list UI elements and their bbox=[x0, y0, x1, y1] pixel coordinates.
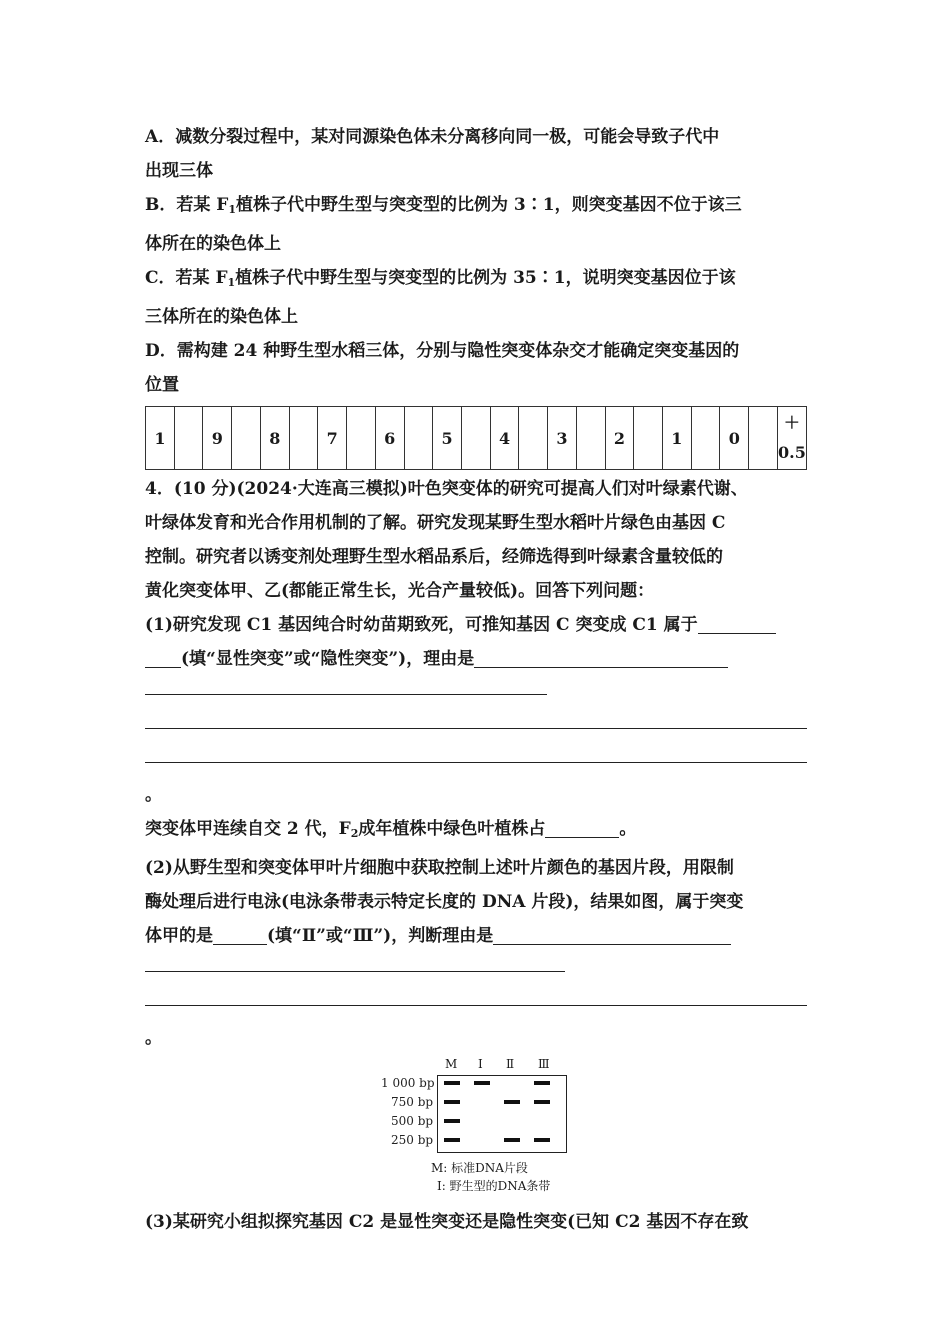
size-label-250: 250 bp bbox=[391, 1133, 434, 1147]
answer-line-reason-2[interactable] bbox=[145, 710, 807, 729]
question-page bbox=[145, 120, 807, 1239]
answer-line-reason-3[interactable] bbox=[145, 744, 807, 763]
option-c-text-a: C．若某 F bbox=[145, 268, 228, 288]
answer-line-reason-1[interactable] bbox=[145, 676, 547, 695]
q4-part2-line1: (2)从野生型和突变体甲叶片细胞中获取控制上述叶片颜色的基因片段，用限制 bbox=[145, 858, 734, 878]
score-cell-9[interactable] bbox=[404, 407, 433, 470]
option-b-line2: 体所在的染色体上 bbox=[145, 234, 281, 254]
q4-part2-line2: 酶处理后进行电泳(电泳条带表示特定长度的 DNA 片段)，结果如图，属于突变 bbox=[145, 892, 744, 912]
lane-label-1: Ⅰ bbox=[478, 1057, 483, 1071]
band-2-750 bbox=[504, 1100, 520, 1104]
q4-part1-line3: 突变体甲连续自交 2 代，$F_2$成年植株中绿色叶植株占 。 bbox=[145, 819, 637, 840]
size-label-500: 500 bp bbox=[391, 1114, 434, 1128]
score-cell-0[interactable]: 1 bbox=[146, 407, 175, 470]
score-cell-2[interactable]: 9 bbox=[203, 407, 232, 470]
option-a-line2: 出现三体 bbox=[145, 161, 213, 181]
option-c-line1 bbox=[145, 261, 807, 300]
score-cell-5[interactable] bbox=[289, 407, 318, 470]
score-cell-10[interactable]: 5 bbox=[433, 407, 462, 470]
score-cell-20[interactable]: 0 bbox=[720, 407, 749, 470]
option-c-subscript: 1 bbox=[227, 276, 236, 289]
band-3-750 bbox=[534, 1100, 550, 1104]
option-d-line2: 位置 bbox=[145, 375, 179, 395]
score-cell-19[interactable] bbox=[691, 407, 720, 470]
q4-part3-line1: (3)某研究小组拟探究基因 C2 是显性突变还是隐性突变(已知 C2 基因不存在致 bbox=[145, 1212, 749, 1232]
option-b-text-a: B．若某 F bbox=[145, 195, 229, 215]
gel-figure bbox=[145, 1055, 807, 1205]
score-cell-1[interactable] bbox=[174, 407, 203, 470]
q4-part1-line2: (填“显性突变”或“隐性突变”)，理由是 bbox=[145, 642, 807, 676]
q4-part1-line1: (1)研究发现 C1 基因纯合时幼苗期致死，可推知基因 C 突变成 C1 属于 bbox=[145, 608, 807, 642]
score-cell-3[interactable] bbox=[232, 407, 261, 470]
q4-line3: 控制。研究者以诱变剂处理野生型水稻品系后，经筛选得到叶绿素含量较低的 bbox=[145, 547, 723, 567]
option-d-line1: D．需构建 24 种野生型水稻三体，分别与隐性突变体杂交才能确定突变基因的 bbox=[145, 341, 740, 361]
lane-label-2: Ⅱ bbox=[506, 1057, 515, 1071]
answer-blank-ratio[interactable] bbox=[545, 817, 619, 838]
q4-line4: 黄化突变体甲、乙(都能正常生长，光合产量较低)。回答下列问题： bbox=[145, 581, 655, 601]
answer-blank-2b[interactable] bbox=[493, 924, 731, 945]
option-c-text-b: 植株子代中野生型与突变型的比例为 35∶1，说明突变基因位于该 bbox=[235, 268, 736, 288]
answer-line-2-1[interactable] bbox=[145, 953, 565, 972]
answer-line-2-2[interactable] bbox=[145, 987, 807, 1006]
score-cell-17[interactable] bbox=[634, 407, 663, 470]
score-cell-16[interactable]: 2 bbox=[605, 407, 634, 470]
score-cell-8[interactable]: 6 bbox=[375, 407, 404, 470]
answer-blank-reason-start[interactable] bbox=[474, 647, 728, 668]
answer-blank-1b[interactable] bbox=[145, 647, 181, 668]
lane-label-m: M bbox=[445, 1057, 458, 1071]
f2-subscript: 2 bbox=[350, 827, 359, 840]
band-3-250 bbox=[534, 1138, 550, 1142]
band-3-1000 bbox=[534, 1081, 550, 1085]
score-cell-14[interactable]: 3 bbox=[548, 407, 577, 470]
gel-legend-1: Ⅰ: 野生型的DNA条带 bbox=[437, 1179, 551, 1193]
part2-end-mark: 。 bbox=[145, 1028, 162, 1048]
score-table bbox=[145, 406, 807, 470]
band-2-250 bbox=[504, 1138, 520, 1142]
size-label-750: 750 bp bbox=[391, 1095, 434, 1109]
size-label-1000: 1 000 bp bbox=[381, 1076, 435, 1090]
score-cell-21[interactable] bbox=[749, 407, 778, 470]
band-m-750 bbox=[444, 1100, 460, 1104]
score-row bbox=[146, 407, 807, 470]
reason-end-mark: 。 bbox=[145, 785, 162, 805]
score-cell-15[interactable] bbox=[576, 407, 605, 470]
band-m-250 bbox=[444, 1138, 460, 1142]
score-cell-18[interactable]: 1 bbox=[662, 407, 691, 470]
q4-part2-line3: 体甲的是 (填“Ⅱ”或“Ⅲ”)，判断理由是 bbox=[145, 919, 807, 953]
q4-line1: 4．(10 分)(2024·大连高三模拟)叶色突变体的研究可提高人们对叶绿素代谢、 bbox=[145, 479, 748, 499]
option-b-subscript: 1 bbox=[228, 203, 237, 216]
score-cell-4[interactable]: 8 bbox=[260, 407, 289, 470]
band-m-500 bbox=[444, 1119, 460, 1123]
answer-blank-1a[interactable] bbox=[698, 613, 776, 634]
option-b-line1 bbox=[145, 188, 807, 227]
option-b-text-b: 植株子代中野生型与突变型的比例为 3∶1，则突变基因不位于该三 bbox=[236, 195, 742, 215]
score-cell-11[interactable] bbox=[461, 407, 490, 470]
score-cell-7[interactable] bbox=[347, 407, 376, 470]
option-a-line1: A．减数分裂过程中，某对同源染色体未分离移向同一极，可能会导致子代中 bbox=[145, 127, 720, 147]
gel-legend-m: M: 标准DNA片段 bbox=[431, 1161, 528, 1175]
gel-box bbox=[437, 1075, 567, 1153]
band-m-1000 bbox=[444, 1081, 460, 1085]
answer-blank-2a[interactable] bbox=[213, 924, 267, 945]
band-1-1000 bbox=[474, 1081, 490, 1085]
score-cell-12[interactable]: 4 bbox=[490, 407, 519, 470]
option-c-line2: 三体所在的染色体上 bbox=[145, 307, 298, 327]
lane-label-3: Ⅲ bbox=[538, 1057, 550, 1071]
score-cell-13[interactable] bbox=[519, 407, 548, 470]
q4-line2: 叶绿体发育和光合作用机制的了解。研究发现某野生型水稻叶片绿色由基因 C bbox=[145, 513, 726, 533]
score-cell-6[interactable]: 7 bbox=[318, 407, 347, 470]
score-cell-plus-half[interactable]: ＋ 0.5 bbox=[777, 407, 806, 470]
